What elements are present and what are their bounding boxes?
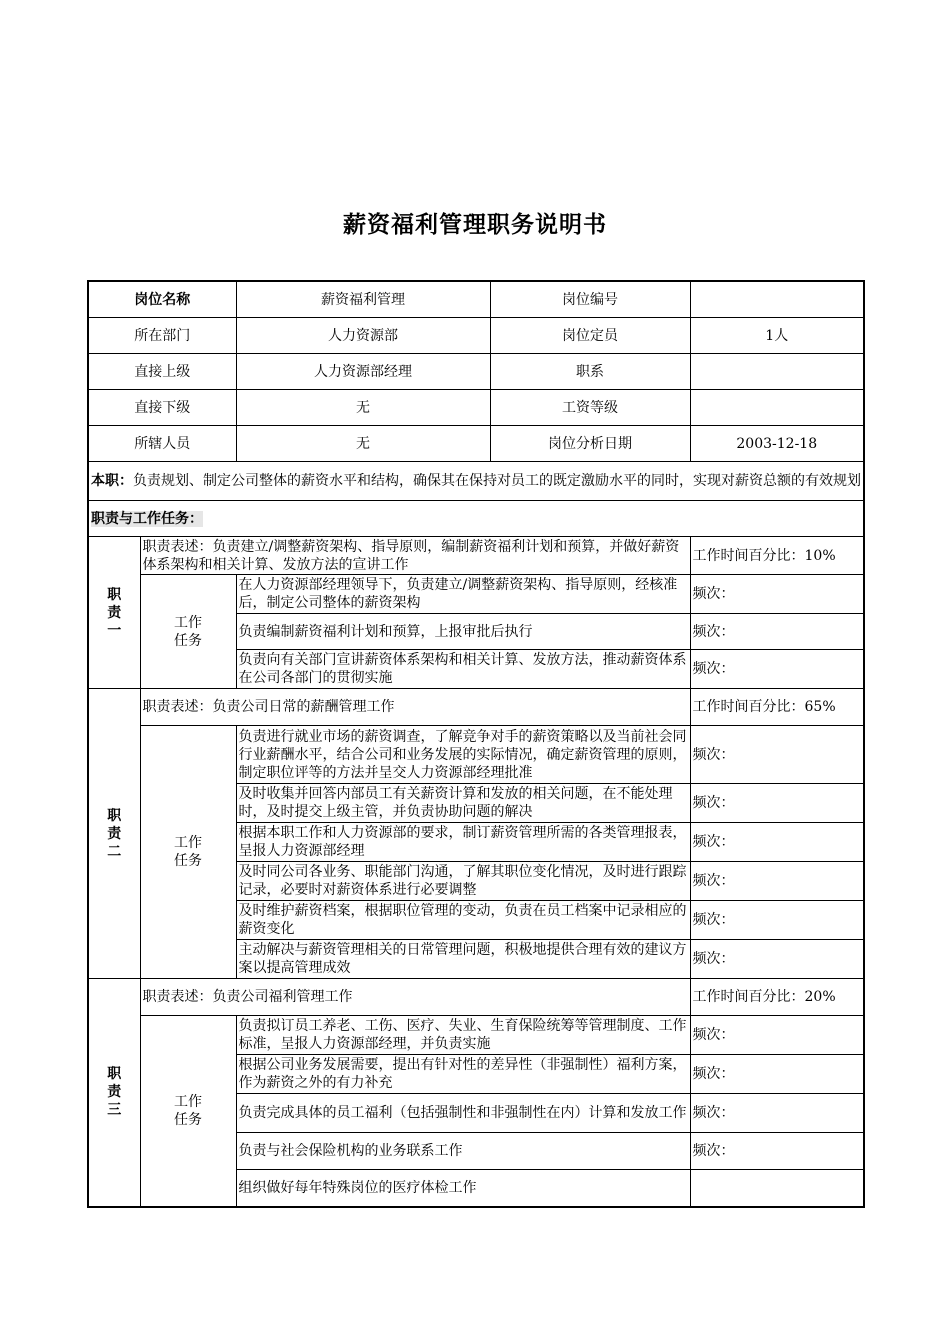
value-job-family <box>690 354 864 390</box>
label-analysis-date: 岗位分析日期 <box>490 426 690 462</box>
duty1-label: 职责一 <box>88 537 140 689</box>
duty3-task-row <box>88 1016 864 1055</box>
duty2-statement: 职责表述：负责公司日常的薪酬管理工作 <box>140 689 690 726</box>
duty3-freq-1: 频次： <box>690 1016 864 1055</box>
duty2-task-6: 主动解决与薪资管理相关的日常管理问题，积极地提供合理有效的建议方案以提高管理成效 <box>236 940 690 979</box>
duty3-freq-3: 频次： <box>690 1094 864 1133</box>
label-job-family: 职系 <box>490 354 690 390</box>
info-row-3 <box>88 354 864 390</box>
duty2-freq-4: 频次： <box>690 862 864 901</box>
duty3-statement: 职责表述：负责公司福利管理工作 <box>140 979 690 1016</box>
value-position-code <box>690 281 864 318</box>
duty1-percent: 工作时间百分比：10% <box>690 537 864 575</box>
duty1-freq-3: 频次： <box>690 650 864 689</box>
duty1-task-1: 在人力资源部经理领导下，负责建立/调整薪资架构、指导原则，经核准后，制定公司整体的薪资架构 <box>236 575 690 614</box>
document-title: 薪资福利管理职务说明书 <box>343 212 607 238</box>
duty3-freq-5 <box>690 1170 864 1207</box>
duty1-freq-2: 频次： <box>690 614 864 650</box>
duty3-freq-2: 频次： <box>690 1055 864 1094</box>
duty2-task-4: 及时同公司各业务、职能部门沟通，了解其职位变化情况，及时进行跟踪记录，必要时对薪资体系进行必要调整 <box>236 862 690 901</box>
label-supervisor: 直接上级 <box>88 354 236 390</box>
duty2-freq-2: 频次： <box>690 784 864 823</box>
info-row-5 <box>88 426 864 462</box>
summary-text: 负责规划、制定公司整体的薪资水平和结构，确保其在保持对员工的既定激励水平的同时，实现对薪资总额的有效规划 <box>133 473 861 489</box>
info-row-1 <box>88 281 864 318</box>
duty1-task-3: 负责向有关部门宣讲薪资体系架构和相关计算、发放方法，推动薪资体系在公司各部门的贯彻实施 <box>236 650 690 689</box>
value-salary-grade <box>690 390 864 426</box>
duty2-task-row <box>88 726 864 784</box>
label-staff: 所辖人员 <box>88 426 236 462</box>
label-department: 所在部门 <box>88 318 236 354</box>
duty2-work-label: 工作任务 <box>140 726 236 979</box>
duty1-work-label: 工作任务 <box>140 575 236 689</box>
duty2-freq-3: 频次： <box>690 823 864 862</box>
duty2-label: 职责二 <box>88 689 140 979</box>
duty2-task-3: 根据本职工作和人力资源部的要求，制订薪资管理所需的各类管理报表，呈报人力资源部经理 <box>236 823 690 862</box>
value-staff: 无 <box>236 426 490 462</box>
duty1-freq-1: 频次： <box>690 575 864 614</box>
value-analysis-date: 2003-12-18 <box>690 426 864 462</box>
duty2-percent: 工作时间百分比：65% <box>690 689 864 726</box>
duty3-label: 职责三 <box>88 979 140 1207</box>
info-row-2 <box>88 318 864 354</box>
duty3-freq-4: 频次： <box>690 1133 864 1170</box>
duty3-work-label: 工作任务 <box>140 1016 236 1207</box>
duty3-task-2: 根据公司业务发展需要，提出有针对性的差异性（非强制性）福利方案，作为薪资之外的有力补充 <box>236 1055 690 1094</box>
duty1-task-2: 负责编制薪资福利计划和预算，上报审批后执行 <box>236 614 690 650</box>
duty3-task-3: 负责完成具体的员工福利（包括强制性和非强制性在内）计算和发放工作 <box>236 1094 690 1133</box>
value-subordinates: 无 <box>236 390 490 426</box>
duty3-statement-row <box>88 979 864 1016</box>
duties-header: 职责与工作任务： <box>91 510 203 527</box>
duty1-task-row <box>88 575 864 614</box>
duty3-percent: 工作时间百分比：20% <box>690 979 864 1016</box>
duty1-statement-row <box>88 537 864 575</box>
duty2-task-2: 及时收集并回答内部员工有关薪资计算和发放的相关问题，在不能处理时，及时提交上级主管，并负责协助问题的解决 <box>236 784 690 823</box>
duties-header-row <box>88 501 864 537</box>
duty3-task-1: 负责拟订员工养老、工伤、医疗、失业、生育保险统筹等管理制度、工作标准，呈报人力资源部经理，并负责实施 <box>236 1016 690 1055</box>
value-supervisor: 人力资源部经理 <box>236 354 490 390</box>
duty2-task-5: 及时维护薪资档案，根据职位管理的变动，负责在员工档案中记录相应的薪资变化 <box>236 901 690 940</box>
summary-row <box>88 462 864 501</box>
value-position-name: 薪资福利管理 <box>236 281 490 318</box>
summary-cell <box>88 462 864 501</box>
summary-label: 本职： <box>91 473 133 489</box>
label-position-name: 岗位名称 <box>88 281 236 318</box>
label-subordinates: 直接下级 <box>88 390 236 426</box>
duty2-freq-5: 频次： <box>690 901 864 940</box>
duty2-freq-6: 频次： <box>690 940 864 979</box>
duty2-freq-1: 频次： <box>690 726 864 784</box>
label-headcount: 岗位定员 <box>490 318 690 354</box>
duty3-task-5: 组织做好每年特殊岗位的医疗体检工作 <box>236 1170 690 1207</box>
value-department: 人力资源部 <box>236 318 490 354</box>
duties-header-cell <box>88 501 864 537</box>
duty3-task-4: 负责与社会保险机构的业务联系工作 <box>236 1133 690 1170</box>
value-headcount: 1人 <box>690 318 864 354</box>
duty2-statement-row <box>88 689 864 726</box>
job-description-table <box>87 280 865 1208</box>
label-salary-grade: 工资等级 <box>490 390 690 426</box>
duty2-task-1: 负责进行就业市场的薪资调查，了解竞争对手的薪资策略以及当前社会同行业薪酬水平，结合公司和业务发展的实际情况，确定薪资管理的原则，制定职位评等的方法并呈交人力资源部经理批准 <box>236 726 690 784</box>
duty1-statement: 职责表述：负责建立/调整薪资架构、指导原则，编制薪资福利计划和预算，并做好薪资体系架构和相关计算、发放方法的宣讲工作 <box>140 537 690 575</box>
info-row-4 <box>88 390 864 426</box>
label-position-code: 岗位编号 <box>490 281 690 318</box>
